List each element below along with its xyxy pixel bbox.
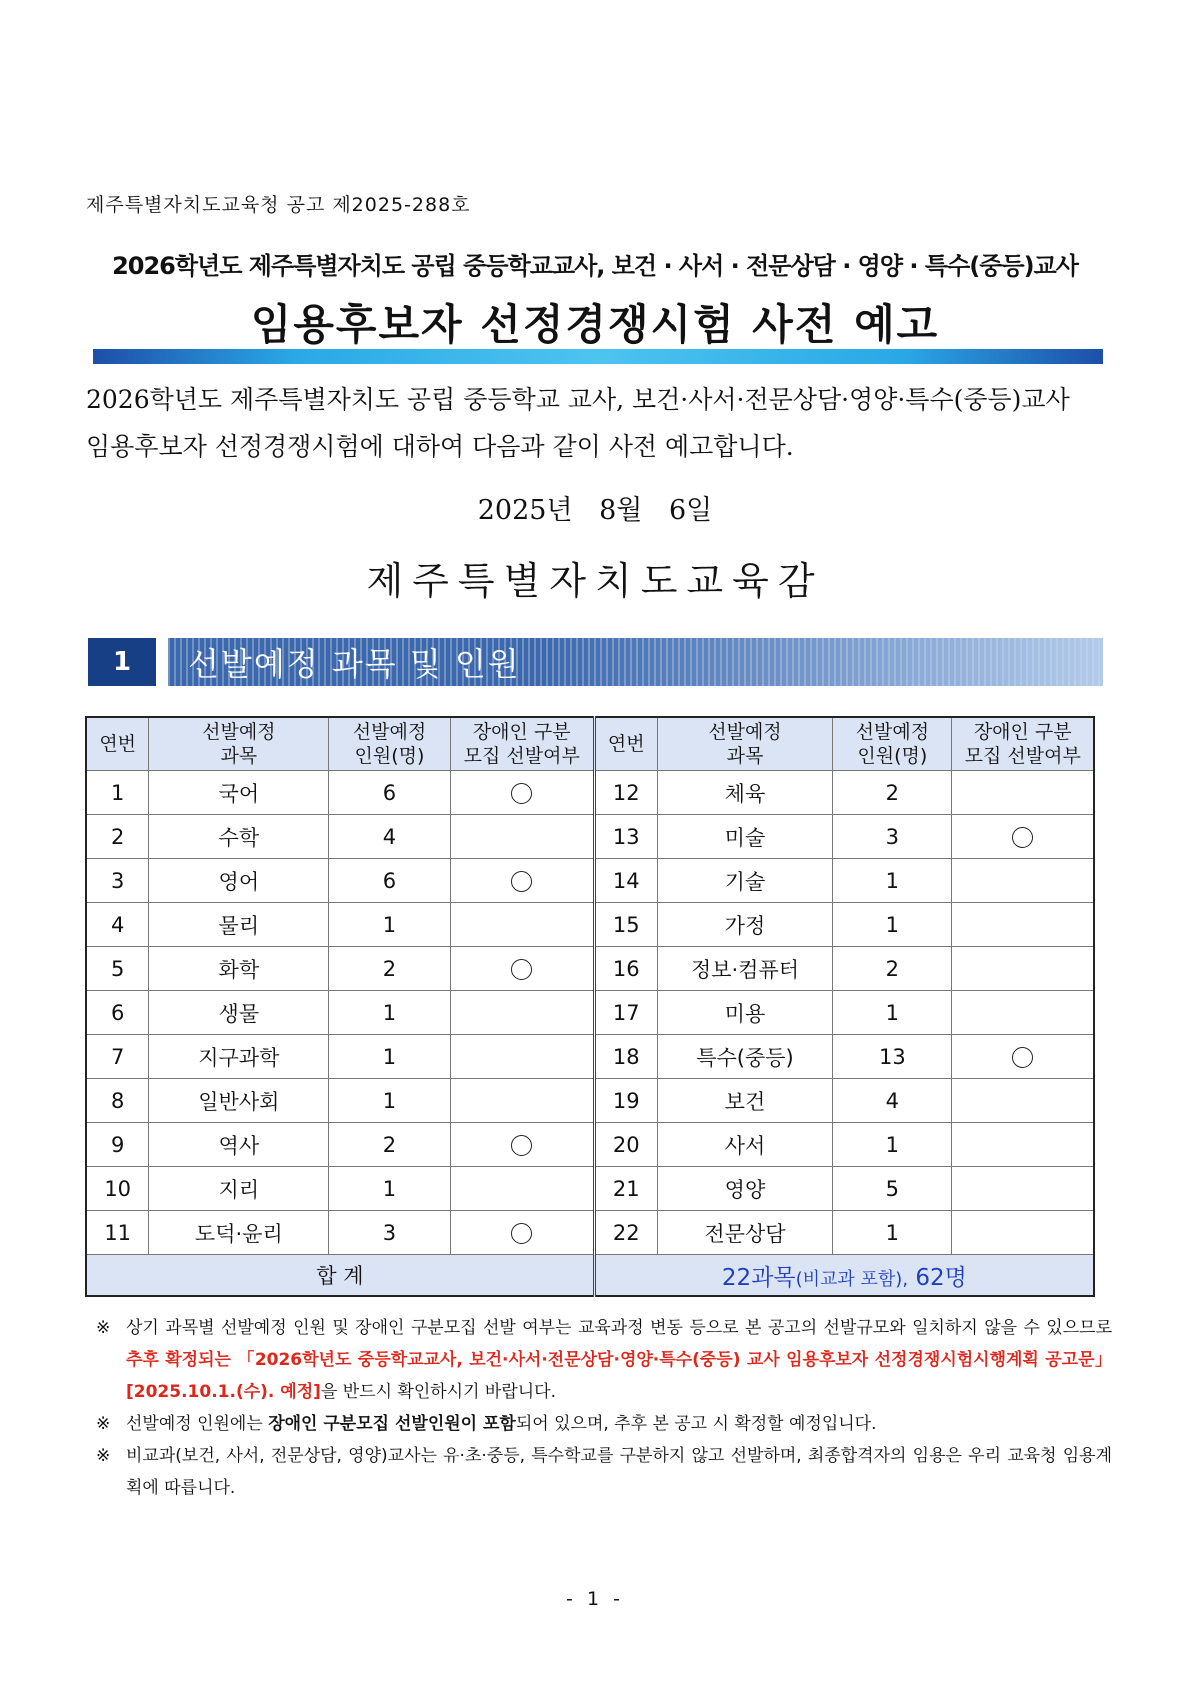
row-subject: 물리 xyxy=(149,903,329,947)
note-3-text: 비교과(보건, 사서, 전문상담, 영양)교사는 유·초·중등, 특수학교를 구분하지 않고 선발하며, 최종합격자의 임용은 우리 교육청 임용계획에 따릅니다. xyxy=(126,1446,1112,1498)
row-disabled-flag xyxy=(450,1167,594,1211)
row-subject: 체육 xyxy=(657,771,833,815)
row-count: 1 xyxy=(329,1035,450,1079)
table-row xyxy=(86,1035,1094,1079)
row-count: 1 xyxy=(329,903,450,947)
row-count: 1 xyxy=(833,1211,952,1255)
circle-mark-icon xyxy=(511,959,532,980)
table-row xyxy=(86,815,1094,859)
row-subject: 기술 xyxy=(657,859,833,903)
total-subjects: 22과목 xyxy=(721,1264,796,1291)
page-number: - 1 - xyxy=(566,1588,624,1610)
row-subject: 사서 xyxy=(657,1123,833,1167)
row-disabled-flag xyxy=(952,815,1094,859)
row-count: 2 xyxy=(833,771,952,815)
row-subject: 생물 xyxy=(149,991,329,1035)
row-number: 17 xyxy=(594,991,657,1035)
row-count: 13 xyxy=(833,1035,952,1079)
row-disabled-flag xyxy=(952,1211,1094,1255)
note-1-text: 상기 과목별 선발예정 인원 및 장애인 구분모집 선발 여부는 교육과정 변동 등으로 본 공고의 선발규모와 일치하지 않을 수 있으므로 xyxy=(126,1318,1112,1338)
row-disabled-flag xyxy=(450,991,594,1035)
intro-paragraph xyxy=(86,376,1111,470)
header-subject: 선발예정 과목 xyxy=(149,717,329,771)
table-row xyxy=(86,903,1094,947)
header-disabled: 장애인 구분 모집 선발여부 xyxy=(450,717,594,771)
total-note: (비교과 포함), xyxy=(795,1268,909,1290)
row-number: 22 xyxy=(594,1211,657,1255)
circle-mark-icon xyxy=(511,871,532,892)
row-count: 2 xyxy=(329,947,450,991)
total-value xyxy=(594,1255,1094,1297)
row-number: 19 xyxy=(594,1079,657,1123)
row-subject: 도덕·윤리 xyxy=(149,1211,329,1255)
row-number: 6 xyxy=(86,991,149,1035)
note-mark: ※ xyxy=(96,1446,111,1466)
note-item xyxy=(96,1440,1112,1504)
note-mark: ※ xyxy=(96,1318,111,1338)
row-count: 1 xyxy=(833,859,952,903)
note-2-text-end: 되어 있으며, 추후 본 공고 시 확정할 예정입니다. xyxy=(515,1414,877,1434)
selection-table xyxy=(85,716,1095,1297)
row-number: 4 xyxy=(86,903,149,947)
row-disabled-flag xyxy=(450,1211,594,1255)
table-row xyxy=(86,1167,1094,1211)
row-number: 8 xyxy=(86,1079,149,1123)
table-row xyxy=(86,947,1094,991)
table-row xyxy=(86,771,1094,815)
row-subject: 미술 xyxy=(657,815,833,859)
table-header-row xyxy=(86,717,1094,771)
section-title-text: 선발예정 과목 및 인원 xyxy=(188,645,521,683)
announcement-date: 2025년 8월 6일 xyxy=(477,495,713,526)
row-disabled-flag xyxy=(450,1079,594,1123)
row-subject: 특수(중등) xyxy=(657,1035,833,1079)
row-subject: 일반사회 xyxy=(149,1079,329,1123)
note-item xyxy=(96,1312,1112,1408)
row-subject: 화학 xyxy=(149,947,329,991)
row-disabled-flag xyxy=(450,947,594,991)
row-count: 6 xyxy=(329,859,450,903)
table-row xyxy=(86,1079,1094,1123)
row-count: 1 xyxy=(329,991,450,1035)
row-number: 9 xyxy=(86,1123,149,1167)
circle-mark-icon xyxy=(511,1135,532,1156)
row-count: 3 xyxy=(329,1211,450,1255)
row-disabled-flag xyxy=(450,815,594,859)
row-subject: 역사 xyxy=(149,1123,329,1167)
total-people: 62명 xyxy=(915,1264,967,1291)
row-number: 14 xyxy=(594,859,657,903)
header-disabled: 장애인 구분 모집 선발여부 xyxy=(952,717,1094,771)
row-number: 2 xyxy=(86,815,149,859)
row-disabled-flag xyxy=(450,1123,594,1167)
row-subject: 미용 xyxy=(657,991,833,1035)
circle-mark-icon xyxy=(511,1223,532,1244)
intro-line-1: 2026학년도 제주특별자치도 공립 중등학교 교사, 보건·사서·전문상담·영양·특수(중등)교사 xyxy=(86,385,1070,414)
row-subject: 정보·컴퓨터 xyxy=(657,947,833,991)
note-1-text-end: 을 반드시 확인하시기 바랍니다. xyxy=(320,1382,557,1402)
row-disabled-flag xyxy=(952,1035,1094,1079)
section-title xyxy=(168,638,1103,686)
row-number: 20 xyxy=(594,1123,657,1167)
row-count: 2 xyxy=(833,947,952,991)
document-title: 임용후보자 선정경쟁시험 사전 예고 xyxy=(250,300,940,349)
row-disabled-flag xyxy=(952,903,1094,947)
row-disabled-flag xyxy=(952,771,1094,815)
table-row xyxy=(86,991,1094,1035)
notes-section xyxy=(96,1312,1112,1504)
row-disabled-flag xyxy=(952,859,1094,903)
row-disabled-flag xyxy=(952,1079,1094,1123)
title-underline-bar xyxy=(93,349,1103,364)
row-count: 4 xyxy=(329,815,450,859)
row-subject: 수학 xyxy=(149,815,329,859)
row-disabled-flag xyxy=(952,1167,1094,1211)
row-number: 1 xyxy=(86,771,149,815)
header-no: 연번 xyxy=(86,717,149,771)
section-number-badge: 1 xyxy=(88,638,156,686)
row-subject: 지구과학 xyxy=(149,1035,329,1079)
header-subject: 선발예정 과목 xyxy=(657,717,833,771)
row-count: 1 xyxy=(833,903,952,947)
row-number: 18 xyxy=(594,1035,657,1079)
note-1-highlight: 추후 확정되는 「2026학년도 중등학교교사, 보건·사서·전문상담·영양·특수(중등) 교사 임용후보자 선정경쟁시험시행계획 공고문」[2025.10.1.(수). 예정] xyxy=(126,1350,1112,1402)
row-subject: 지리 xyxy=(149,1167,329,1211)
row-disabled-flag xyxy=(450,1035,594,1079)
row-count: 4 xyxy=(833,1079,952,1123)
row-count: 5 xyxy=(833,1167,952,1211)
row-count: 1 xyxy=(329,1079,450,1123)
row-number: 21 xyxy=(594,1167,657,1211)
total-label: 합 계 xyxy=(86,1255,594,1297)
row-number: 5 xyxy=(86,947,149,991)
row-disabled-flag xyxy=(450,903,594,947)
row-disabled-flag xyxy=(952,991,1094,1035)
table-row xyxy=(86,859,1094,903)
row-subject: 전문상담 xyxy=(657,1211,833,1255)
row-subject: 국어 xyxy=(149,771,329,815)
row-count: 3 xyxy=(833,815,952,859)
row-number: 10 xyxy=(86,1167,149,1211)
table-total-row xyxy=(86,1255,1094,1297)
row-subject: 가정 xyxy=(657,903,833,947)
row-count: 2 xyxy=(329,1123,450,1167)
notice-number: 제주특별자치도교육청 공고 제2025-288호 xyxy=(86,194,471,216)
intro-line-2: 임용후보자 선정경쟁시험에 대하여 다음과 같이 사전 예고합니다. xyxy=(86,432,794,461)
row-number: 12 xyxy=(594,771,657,815)
circle-mark-icon xyxy=(1012,827,1033,848)
row-number: 11 xyxy=(86,1211,149,1255)
row-count: 1 xyxy=(833,1123,952,1167)
row-count: 1 xyxy=(329,1167,450,1211)
table-row xyxy=(86,1211,1094,1255)
header-count: 선발예정 인원(명) xyxy=(833,717,952,771)
row-number: 16 xyxy=(594,947,657,991)
row-subject: 영양 xyxy=(657,1167,833,1211)
row-subject: 영어 xyxy=(149,859,329,903)
note-item xyxy=(96,1408,1112,1440)
note-mark: ※ xyxy=(96,1414,111,1434)
row-number: 15 xyxy=(594,903,657,947)
row-disabled-flag xyxy=(952,947,1094,991)
row-number: 13 xyxy=(594,815,657,859)
note-2-highlight: 장애인 구분모집 선발인원이 포함 xyxy=(268,1414,516,1434)
row-subject: 보건 xyxy=(657,1079,833,1123)
note-2-text: 선발예정 인원에는 xyxy=(126,1414,269,1434)
header-no: 연번 xyxy=(594,717,657,771)
row-disabled-flag xyxy=(952,1123,1094,1167)
circle-mark-icon xyxy=(511,783,532,804)
row-count: 6 xyxy=(329,771,450,815)
row-number: 3 xyxy=(86,859,149,903)
document-subtitle: 2026학년도 제주특별자치도 공립 중등학교교사, 보건 · 사서 · 전문상담 · 영양 · 특수(중등)교사 xyxy=(112,252,1078,280)
circle-mark-icon xyxy=(1012,1047,1033,1068)
table-row xyxy=(86,1123,1094,1167)
row-count: 1 xyxy=(833,991,952,1035)
header-count: 선발예정 인원(명) xyxy=(329,717,450,771)
issuer-name: 제주특별자치도교육감 xyxy=(366,559,824,603)
row-disabled-flag xyxy=(450,771,594,815)
row-number: 7 xyxy=(86,1035,149,1079)
row-disabled-flag xyxy=(450,859,594,903)
